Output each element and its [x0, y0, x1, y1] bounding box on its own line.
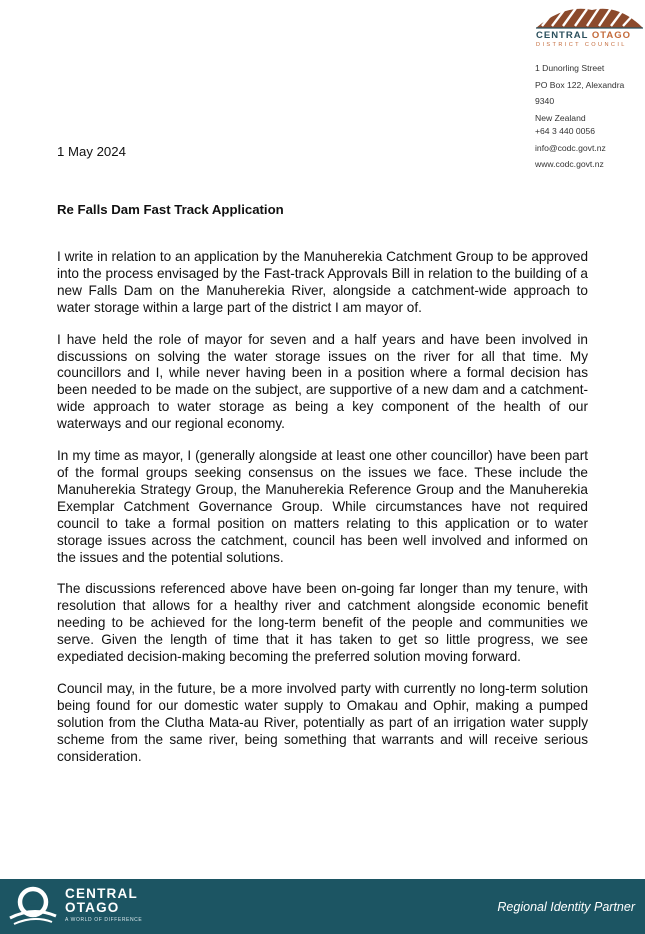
council-contact	[535, 123, 606, 173]
footer-brand-line: OTAGO	[65, 899, 120, 915]
logo-name: CENTRAL OTAGO	[536, 30, 631, 41]
regional-identity-partner: Regional Identity Partner	[497, 900, 635, 914]
address-line: 1 Dunorling Street	[535, 63, 605, 73]
central-otago-swirl-icon	[8, 884, 58, 928]
phone-number: +64 3 440 0056	[535, 126, 595, 136]
letter-subject: Re Falls Dam Fast Track Application	[57, 202, 284, 217]
body-paragraph: Council may, in the future, be a more involved party with currently no long-term solution being found for our domestic water supply to Omakau and Ophir, making a pumped solution from the Clutha Mata-au River, potentially as part of an irrigation water supply scheme from the same river, being something that warrants and will receive serious consideration.	[57, 680, 588, 764]
body-paragraph: I write in relation to an application by the Manuherekia Catchment Group to be approved into the process envisaged by the Fast-track Approvals Bill in relation to the building of a new Falls Dam on the Manuherekia River, alongside a catchment-wide approach to water storage within a large part of the district I am mayor of.	[57, 249, 588, 315]
footer-tagline: A WORLD OF DIFFERENCE	[65, 917, 143, 923]
mountain-stripes-icon	[534, 2, 645, 30]
council-address	[535, 60, 645, 126]
body-paragraph: In my time as mayor, I (generally alongside at least one other councillor) have been part of the formal groups seeking consensus on the issues we face. These include the Manuherekia Strategy Group, the Manuherekia Reference Group and the Manuherekia Exemplar Catchment Governance Group. While circumstances have not required council to take a formal position on matters relating to this application or to water storage issues across the catchment, council has been well involved and informed on the issues and the potential solutions.	[57, 448, 588, 565]
address-line: New Zealand	[535, 112, 586, 123]
letter-body	[57, 249, 588, 780]
footer-bar	[0, 879, 645, 934]
council-logo	[534, 2, 645, 50]
address-line: PO Box 122, Alexandra 9340	[535, 79, 625, 106]
footer-brand	[65, 887, 138, 914]
website-address: www.codc.govt.nz	[535, 159, 604, 169]
footer-brand-line: CENTRAL	[65, 886, 138, 901]
body-paragraph: The discussions referenced above have been on-going far longer than my tenure, with resolution that allows for a healthy river and catchment alongside economic benefit needing to be achieved for the long-term benefit of the people and communities we serve. Given the length of time that it has taken to get so little progress, we see expediated decision-making becoming the preferred solution moving forward.	[57, 581, 588, 665]
email-address: info@codc.govt.nz	[535, 142, 606, 153]
logo-subtitle: DISTRICT COUNCIL	[536, 42, 627, 48]
letter-date: 1 May 2024	[57, 144, 126, 159]
body-paragraph: I have held the role of mayor for seven and a half years and have been involved in discussions on solving the water storage issues on the river for all that time. My councillors and I, while never having been in a position where a formal decision has been needed to be made on the subject, are supportive of a new dam and a catchment-wide approach to water storage as being a key component of the health of our waterways and our regional economy.	[57, 331, 588, 432]
